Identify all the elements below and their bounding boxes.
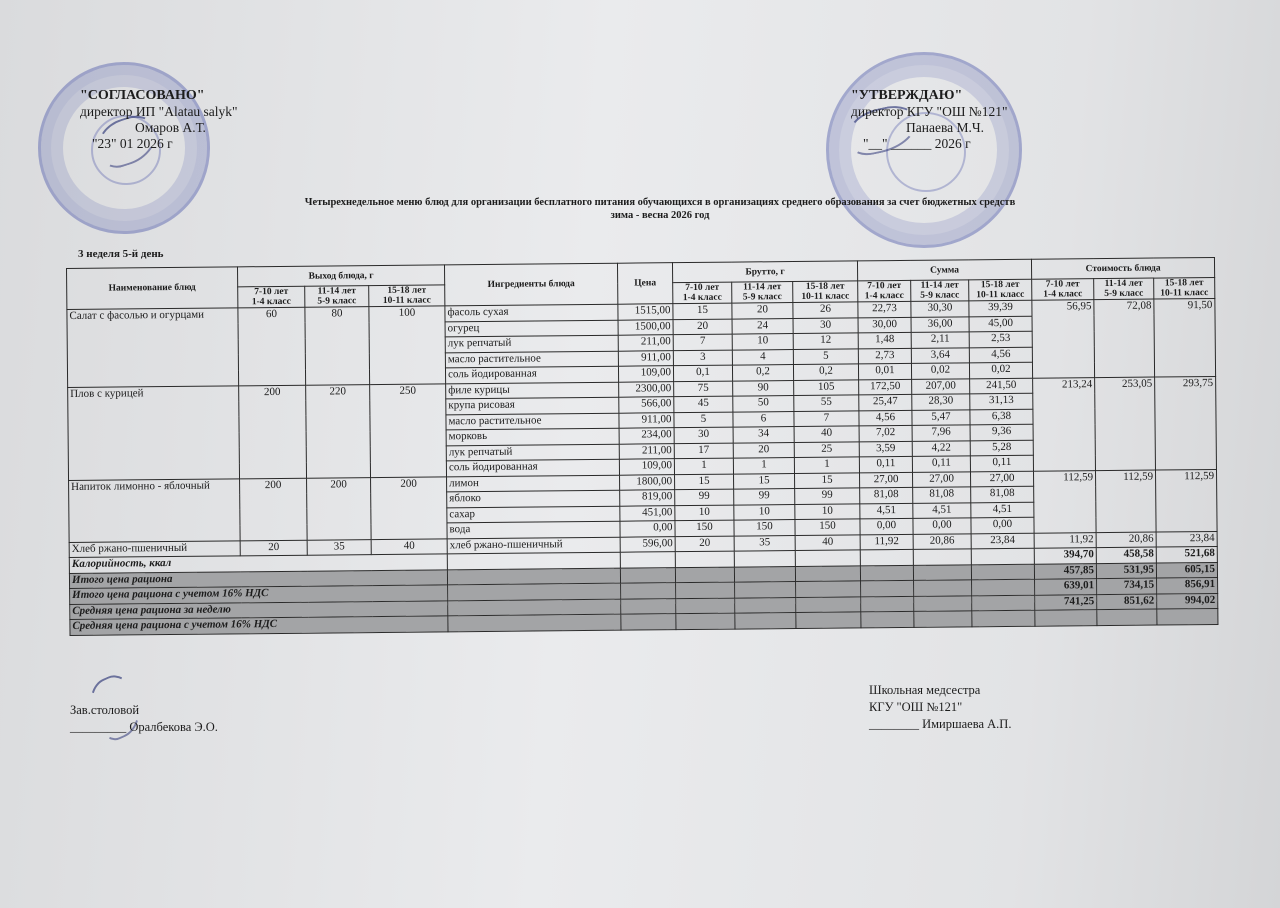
age-label: 7-10 лет xyxy=(1045,279,1080,290)
age-header-sum-2 xyxy=(911,280,969,302)
ingredient-brutto: 55 xyxy=(794,395,859,411)
summary-value: 851,62 xyxy=(1097,594,1157,610)
ingredient-brutto: 5 xyxy=(674,412,733,428)
summary-empty-cell xyxy=(795,550,860,566)
ingredient-name: огурец xyxy=(445,320,618,337)
age-label: 7-10 лет xyxy=(867,280,902,292)
ingredient-brutto: 26 xyxy=(793,302,858,318)
ingredient-price: 566,00 xyxy=(619,397,674,413)
summary-empty-cell xyxy=(676,613,735,629)
summary-empty-cell xyxy=(972,579,1035,595)
approval-position: директор ИП "Alatau salyk" xyxy=(80,104,238,119)
summary-value: 605,15 xyxy=(1156,562,1217,578)
ingredient-sum: 2,73 xyxy=(858,348,911,364)
menu-table xyxy=(66,257,1218,636)
ingredient-sum: 27,00 xyxy=(970,471,1033,487)
ingredient-sum: 5,28 xyxy=(970,440,1033,456)
dish-cost: 72,08 xyxy=(1094,299,1155,377)
ingredient-name: морковь xyxy=(446,428,619,445)
ingredient-brutto: 15 xyxy=(675,474,734,490)
ingredient-brutto: 7 xyxy=(794,410,859,426)
grade-label: 1-4 класс xyxy=(251,296,291,308)
approval-person: Омаров А.Т. xyxy=(135,120,206,135)
menu-table-body xyxy=(67,298,1218,635)
ingredient-brutto: 30 xyxy=(793,317,858,333)
ingredient-price: 1500,00 xyxy=(618,319,673,335)
approval-date: "__" ______ 2026 г xyxy=(863,136,971,151)
dish-name: Плов с курицей xyxy=(68,385,240,480)
ingredient-sum: 27,00 xyxy=(912,471,970,487)
age-header-output-3 xyxy=(369,285,445,307)
dish-cost: 91,50 xyxy=(1154,298,1216,376)
ingredient-brutto: 150 xyxy=(795,519,860,535)
ingredient-price: 911,00 xyxy=(619,412,674,428)
summary-empty-cell xyxy=(796,612,861,628)
dish-cost: 112,59 xyxy=(1033,470,1096,533)
summary-empty-cell xyxy=(734,551,795,567)
col-group-cost: Стоимость блюда xyxy=(1031,257,1214,279)
age-label: 11-14 лет xyxy=(743,282,782,293)
summary-label: Средняя цена рациона с учетом 16% НДС xyxy=(70,616,448,635)
ingredient-price: 109,00 xyxy=(619,459,674,475)
grade-label: 5-9 класс xyxy=(1104,288,1144,300)
ingredient-brutto: 0,2 xyxy=(732,365,793,381)
age-label: 15-18 лет xyxy=(980,279,1020,291)
grade-label: 1-4 класс xyxy=(1043,289,1083,300)
dish-output: 250 xyxy=(370,383,447,477)
ingredient-name: вода xyxy=(447,521,620,538)
summary-empty-cell xyxy=(795,565,860,581)
ingredient-sum: 0,01 xyxy=(858,363,911,379)
footer-position: Зав.столовой xyxy=(70,703,140,717)
summary-value: 994,02 xyxy=(1157,593,1218,609)
summary-value: 734,15 xyxy=(1097,578,1157,594)
summary-label: Калорийность, ккал xyxy=(69,554,447,573)
grade-label: 1-4 класс xyxy=(864,290,904,302)
ingredient-name: хлеб ржано-пшеничный xyxy=(447,537,620,554)
dish-cost: 56,95 xyxy=(1032,300,1095,378)
summary-empty-cell xyxy=(675,551,734,567)
ingredient-brutto: 30 xyxy=(674,427,733,443)
ingredient-sum: 5,47 xyxy=(912,409,970,425)
dish-output: 100 xyxy=(369,306,446,384)
ingredient-name: лук репчатый xyxy=(446,444,619,461)
age-label: 7-10 лет xyxy=(254,286,289,298)
ingredient-price: 596,00 xyxy=(620,536,675,552)
col-group-brutto: Брутто, г xyxy=(672,261,857,283)
ingredient-brutto: 99 xyxy=(795,488,860,504)
summary-empty-cell xyxy=(448,599,621,616)
ingredient-name: яблоко xyxy=(447,490,620,507)
summary-empty-cell xyxy=(861,580,914,596)
ingredient-sum: 2,53 xyxy=(969,331,1032,347)
ingredient-brutto: 45 xyxy=(674,396,733,412)
summary-empty-cell xyxy=(735,613,796,629)
dish-output: 80 xyxy=(305,307,370,385)
dish-cost: 253,05 xyxy=(1095,377,1156,471)
col-ingredients: Ингредиенты блюда xyxy=(444,263,617,306)
ingredient-sum: 4,22 xyxy=(912,440,970,456)
ingredient-brutto: 24 xyxy=(732,318,793,334)
ingredient-sum: 1,48 xyxy=(858,332,911,348)
ingredient-brutto: 20 xyxy=(732,303,793,319)
summary-empty-cell xyxy=(971,548,1034,564)
grade-label: 10-11 класс xyxy=(976,289,1025,301)
dish-cost: 213,24 xyxy=(1033,377,1096,471)
summary-empty-cell xyxy=(860,549,913,565)
approval-block-right xyxy=(851,88,1007,152)
approval-title: "УТВЕРЖДАЮ" xyxy=(851,88,963,103)
ingredient-price: 451,00 xyxy=(620,505,675,521)
ingredient-brutto: 105 xyxy=(794,379,859,395)
footer-canteen-head xyxy=(70,702,218,736)
ingredient-sum: 0,00 xyxy=(913,518,971,534)
ingredient-sum: 3,64 xyxy=(911,347,969,363)
ingredient-brutto: 20 xyxy=(673,319,732,335)
ingredient-sum: 207,00 xyxy=(912,378,970,394)
age-header-sum-1 xyxy=(858,280,911,302)
summary-empty-cell xyxy=(735,597,796,613)
summary-empty-cell xyxy=(913,564,971,580)
age-header-cost-1 xyxy=(1032,279,1094,301)
age-header-brutto-1 xyxy=(673,282,732,304)
ingredient-brutto: 50 xyxy=(733,396,794,412)
ingredient-sum: 0,02 xyxy=(911,363,969,379)
dish-output: 60 xyxy=(238,307,306,385)
col-price: Цена xyxy=(617,263,672,305)
ingredient-price: 211,00 xyxy=(619,443,674,459)
ingredient-sum: 4,56 xyxy=(969,347,1032,363)
approval-block-left xyxy=(80,88,238,152)
ingredient-brutto: 150 xyxy=(675,520,734,536)
grade-label: 10-11 класс xyxy=(801,291,850,302)
age-label: 11-14 лет xyxy=(317,286,356,297)
age-header-sum-3 xyxy=(969,279,1032,301)
ingredient-sum: 39,39 xyxy=(969,300,1032,316)
summary-empty-cell xyxy=(971,564,1034,580)
summary-value: 741,25 xyxy=(1035,594,1097,610)
summary-value xyxy=(1035,610,1097,626)
ingredient-sum: 11,92 xyxy=(860,534,913,550)
dish-cost: 20,86 xyxy=(1096,532,1156,548)
ingredient-price: 109,00 xyxy=(618,366,673,382)
grade-label: 5-9 класс xyxy=(742,292,782,303)
ingredient-sum: 0,00 xyxy=(971,517,1034,533)
ingredient-sum: 3,59 xyxy=(859,441,912,457)
age-header-output-1 xyxy=(238,286,305,308)
summary-empty-cell xyxy=(621,598,676,614)
ingredient-brutto: 4 xyxy=(732,349,793,365)
summary-label: Итого цена рациона с учетом 16% НДС xyxy=(70,585,448,604)
approval-position: директор КГУ "ОШ №121" xyxy=(851,104,1008,119)
summary-empty-cell xyxy=(676,598,735,614)
summary-empty-cell xyxy=(796,581,861,597)
ingredient-brutto: 75 xyxy=(674,381,733,397)
dish-output: 200 xyxy=(307,477,372,540)
ingredient-brutto: 7 xyxy=(673,334,732,350)
summary-empty-cell xyxy=(620,567,675,583)
ingredient-sum: 4,51 xyxy=(971,502,1034,518)
ingredient-brutto: 20 xyxy=(675,536,734,552)
summary-value: 639,01 xyxy=(1035,579,1097,595)
ingredient-sum: 30,30 xyxy=(911,301,969,317)
ingredient-name: масло растительное xyxy=(445,351,618,368)
ingredient-brutto: 12 xyxy=(793,333,858,349)
ingredient-brutto: 5 xyxy=(793,348,858,364)
dish-output: 200 xyxy=(371,476,448,539)
ingredient-name: масло растительное xyxy=(446,413,619,430)
document-title xyxy=(180,196,1140,222)
ingredient-sum: 6,38 xyxy=(970,409,1033,425)
summary-empty-cell xyxy=(676,582,735,598)
summary-empty-cell xyxy=(914,595,972,611)
ingredient-name: филе курицы xyxy=(446,382,619,399)
ingredient-brutto: 6 xyxy=(733,411,794,427)
summary-value: 521,68 xyxy=(1156,546,1217,562)
summary-label: Средняя цена рациона за неделю xyxy=(70,600,448,619)
grade-label: 1-4 класс xyxy=(682,292,722,304)
ingredient-name: соль йодированная xyxy=(445,366,618,383)
dish-name: Хлеб ржано-пшеничный xyxy=(69,540,240,557)
ingredient-sum: 28,30 xyxy=(912,394,970,410)
ingredient-brutto: 1 xyxy=(794,457,859,473)
approval-date: "23" 01 2026 г xyxy=(92,136,173,151)
summary-empty-cell xyxy=(914,580,972,596)
ingredient-sum: 22,73 xyxy=(858,301,911,317)
ingredient-price: 234,00 xyxy=(619,428,674,444)
ingredient-brutto: 10 xyxy=(732,334,793,350)
ingredient-sum: 45,00 xyxy=(969,316,1032,332)
ingredient-sum: 4,51 xyxy=(860,503,913,519)
age-header-brutto-2 xyxy=(732,282,793,304)
dish-cost: 23,84 xyxy=(1156,531,1217,547)
ingredient-brutto: 20 xyxy=(733,442,794,458)
ingredient-sum: 0,00 xyxy=(860,518,913,534)
ingredient-sum: 172,50 xyxy=(859,379,912,395)
ingredient-price: 1800,00 xyxy=(620,474,675,490)
col-group-sum: Сумма xyxy=(857,259,1031,281)
dish-output: 220 xyxy=(306,384,371,478)
ingredient-brutto: 3 xyxy=(673,350,732,366)
ingredient-brutto: 0,2 xyxy=(793,364,858,380)
approval-person: Панаева М.Ч. xyxy=(906,120,985,135)
grade-label: 5-9 класс xyxy=(317,296,357,307)
ingredient-sum: 31,13 xyxy=(970,393,1033,409)
ingredient-price: 1515,00 xyxy=(618,304,673,320)
footer-person: _________ Оралбекова Э.О. xyxy=(70,720,218,734)
dish-output: 200 xyxy=(240,478,308,541)
ingredient-sum: 36,00 xyxy=(911,316,969,332)
ingredient-sum: 7,02 xyxy=(859,425,912,441)
footer-person: ________ Имиршаева А.П. xyxy=(869,717,1012,731)
ingredient-sum: 0,11 xyxy=(912,456,970,472)
ingredient-sum: 20,86 xyxy=(913,533,971,549)
ingredient-brutto: 0,1 xyxy=(673,365,732,381)
ingredient-brutto: 34 xyxy=(733,427,794,443)
ingredient-name: лук репчатый xyxy=(445,335,618,352)
summary-value: 394,70 xyxy=(1034,548,1096,564)
age-header-output-2 xyxy=(305,286,369,308)
age-label: 15-18 лет xyxy=(1164,278,1204,289)
summary-empty-cell xyxy=(448,614,621,631)
grade-label: 10-11 класс xyxy=(382,295,431,306)
summary-empty-cell xyxy=(913,549,971,565)
ingredient-sum: 81,08 xyxy=(913,487,971,503)
summary-empty-cell xyxy=(914,611,972,627)
ingredient-sum: 7,96 xyxy=(912,425,970,441)
summary-empty-cell xyxy=(447,568,620,585)
ingredient-brutto: 99 xyxy=(734,489,795,505)
ingredient-brutto: 99 xyxy=(675,489,734,505)
ingredient-brutto: 25 xyxy=(794,441,859,457)
ingredient-brutto: 17 xyxy=(674,443,733,459)
ingredient-name: лимон xyxy=(447,475,620,492)
footer-school-nurse xyxy=(869,682,1011,733)
ingredient-brutto: 35 xyxy=(734,535,795,551)
ingredient-sum: 27,00 xyxy=(859,472,912,488)
week-day-label: 3 неделя 5-й день xyxy=(78,248,164,260)
footer-school: КГУ "ОШ №121" xyxy=(869,700,963,714)
ingredient-brutto: 40 xyxy=(795,534,860,550)
ingredient-sum: 25,47 xyxy=(859,394,912,410)
ingredient-sum: 81,08 xyxy=(971,486,1034,502)
ingredient-price: 0,00 xyxy=(620,521,675,537)
dish-cost: 11,92 xyxy=(1034,532,1096,548)
age-label: 11-14 лет xyxy=(1104,278,1143,290)
col-group-output: Выход блюда, г xyxy=(237,265,444,287)
ingredient-sum: 0,02 xyxy=(969,362,1032,378)
ingredient-sum: 0,11 xyxy=(859,456,912,472)
ingredient-price: 2300,00 xyxy=(619,381,674,397)
ingredient-brutto: 40 xyxy=(794,426,859,442)
ingredient-brutto: 15 xyxy=(673,303,732,319)
title-line: Четырехнедельное меню блюд для организации бесплатного питания обучающихся в организациях среднего образования за счет бюджетных средств xyxy=(304,197,1016,208)
ingredient-sum: 4,51 xyxy=(913,502,971,518)
ingredient-price: 211,00 xyxy=(618,335,673,351)
dish-output: 40 xyxy=(371,538,447,554)
dish-output: 200 xyxy=(239,385,307,479)
ingredient-brutto: 10 xyxy=(734,504,795,520)
ingredient-brutto: 90 xyxy=(733,380,794,396)
ingredient-sum: 81,08 xyxy=(860,487,913,503)
summary-empty-cell xyxy=(621,614,676,630)
ingredient-name: сахар xyxy=(447,506,620,523)
ingredient-sum: 2,11 xyxy=(911,332,969,348)
ingredient-brutto: 10 xyxy=(795,503,860,519)
summary-empty-cell xyxy=(861,596,914,612)
ingredient-name: крупа рисовая xyxy=(446,397,619,414)
summary-empty-cell xyxy=(972,595,1035,611)
title-subline: зима - весна 2026 год xyxy=(610,210,710,221)
dish-output: 20 xyxy=(240,540,307,556)
summary-empty-cell xyxy=(620,552,675,568)
ingredient-price: 911,00 xyxy=(618,350,673,366)
summary-value xyxy=(1157,608,1218,624)
age-label: 15-18 лет xyxy=(805,281,845,292)
ingredient-sum: 0,11 xyxy=(970,455,1033,471)
age-label: 15-18 лет xyxy=(387,285,427,296)
summary-value xyxy=(1097,609,1157,625)
summary-empty-cell xyxy=(675,567,734,583)
ingredient-price: 819,00 xyxy=(620,490,675,506)
age-label: 7-10 лет xyxy=(685,282,720,294)
dish-output: 35 xyxy=(307,539,371,555)
ingredient-brutto: 10 xyxy=(675,505,734,521)
dish-cost: 112,59 xyxy=(1155,469,1217,532)
ingredient-sum: 241,50 xyxy=(970,378,1033,394)
summary-empty-cell xyxy=(861,611,914,627)
summary-empty-cell xyxy=(972,610,1035,626)
dish-cost: 112,59 xyxy=(1095,470,1156,533)
ingredient-brutto: 15 xyxy=(734,473,795,489)
ingredient-name: соль йодированная xyxy=(446,459,619,476)
summary-empty-cell xyxy=(448,583,621,600)
ingredient-sum: 4,56 xyxy=(859,410,912,426)
age-header-brutto-3 xyxy=(793,281,858,303)
ingredient-brutto: 1 xyxy=(674,458,733,474)
summary-empty-cell xyxy=(796,596,861,612)
grade-label: 5-9 класс xyxy=(920,290,960,301)
summary-value: 531,95 xyxy=(1096,563,1156,579)
summary-value: 458,58 xyxy=(1096,547,1156,563)
dish-name: Напиток лимонно - яблочный xyxy=(69,478,241,542)
ingredient-name: фасоль сухая xyxy=(445,304,618,321)
summary-empty-cell xyxy=(860,565,913,581)
dish-cost: 293,75 xyxy=(1155,376,1217,470)
grade-label: 10-11 класс xyxy=(1160,288,1209,299)
ingredient-brutto: 150 xyxy=(734,520,795,536)
ingredient-sum: 30,00 xyxy=(858,317,911,333)
summary-empty-cell xyxy=(447,552,620,569)
summary-value: 856,91 xyxy=(1157,577,1218,593)
age-header-cost-2 xyxy=(1094,278,1154,300)
approval-title: "СОГЛАСОВАНО" xyxy=(80,88,205,103)
col-dish-name: Наименование блюд xyxy=(67,267,238,310)
age-header-cost-3 xyxy=(1154,277,1215,299)
ingredient-sum: 23,84 xyxy=(971,533,1034,549)
age-label: 11-14 лет xyxy=(920,280,959,291)
summary-empty-cell xyxy=(734,566,795,582)
summary-value: 457,85 xyxy=(1034,563,1096,579)
dish-name: Салат с фасолью и огурцами xyxy=(67,308,239,387)
ingredient-brutto: 15 xyxy=(795,472,860,488)
footer-position: Школьная медсестра xyxy=(869,683,981,697)
summary-label: Итого цена рациона xyxy=(69,569,447,588)
ingredient-sum: 9,36 xyxy=(970,424,1033,440)
summary-empty-cell xyxy=(735,582,796,598)
ingredient-brutto: 1 xyxy=(733,458,794,474)
summary-empty-cell xyxy=(621,583,676,599)
